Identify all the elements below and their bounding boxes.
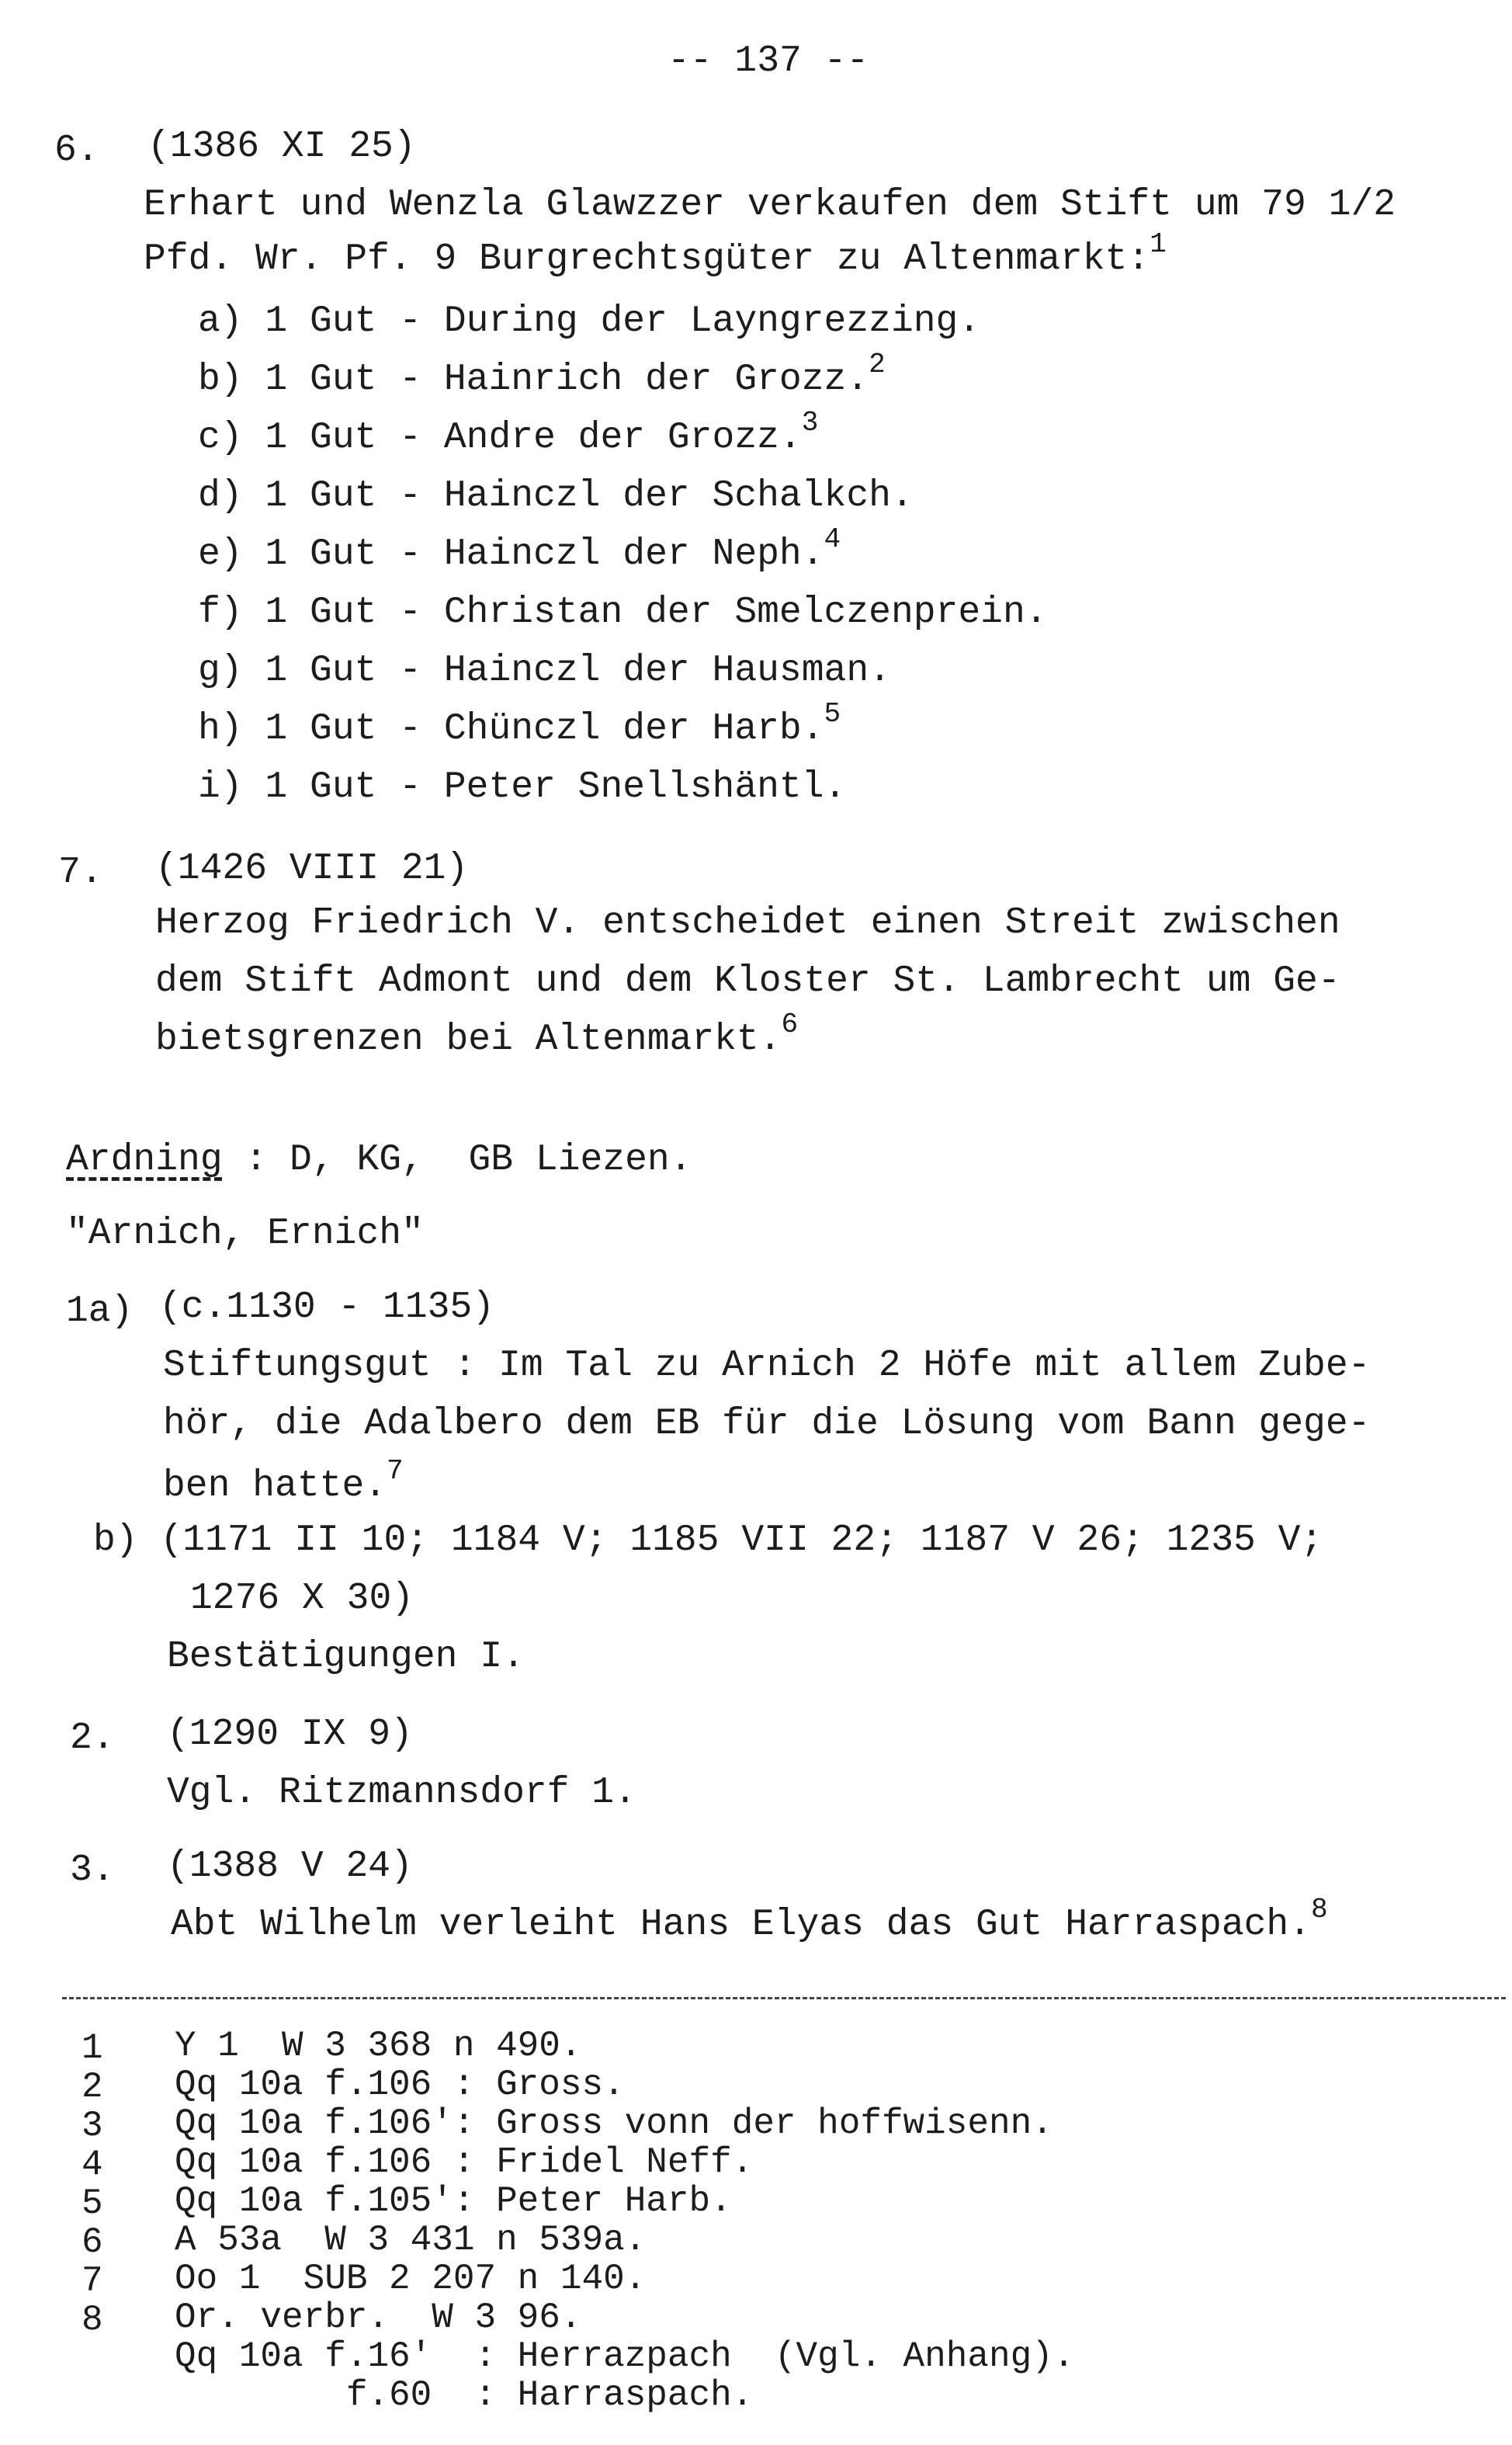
place-heading — [66, 1141, 692, 1179]
footnote-text: A 53a W 3 431 n 539a. — [175, 2220, 647, 2260]
footnote-number: 5 — [81, 2183, 103, 2224]
entry-6-date: (1386 XI 25) — [147, 126, 416, 168]
entry-a1b-line1: b) (1171 II 10; 1184 V; 1185 VII 22; 1187 V 26; 1235 V; — [93, 1519, 1323, 1561]
footnote-number: 1 — [81, 2028, 103, 2068]
list-item-text: e) 1 Gut - Hainczl der Neph. — [198, 533, 824, 575]
footnote-ref-1: 1 — [1150, 228, 1167, 260]
entry-a1b-line3: Bestätigungen I. — [167, 1636, 525, 1678]
list-item-text: c) 1 Gut - Andre der Grozz. — [198, 417, 802, 459]
footnote-number: 3 — [81, 2106, 103, 2146]
entry-a2-number: 2. — [70, 1717, 115, 1759]
footnote-text: Qq 10a f.106 : Fridel Neff. — [175, 2142, 754, 2183]
list-item — [198, 523, 841, 575]
footnote-text: Oo 1 SUB 2 207 n 140. — [175, 2259, 647, 2299]
footnote-number: 2 — [81, 2067, 103, 2107]
footnote-number: 6 — [81, 2222, 103, 2263]
footnote-ref-7: 7 — [387, 1455, 404, 1487]
footnote-text: Qq 10a f.106 : Gross. — [175, 2065, 625, 2105]
footnote-ref-8: 8 — [1311, 1894, 1328, 1926]
footnote-text: f.60 : Harraspach. — [175, 2375, 754, 2415]
list-item — [198, 650, 891, 692]
list-item — [198, 300, 981, 342]
footnote-text: Y 1 W 3 368 n 490. — [175, 2026, 582, 2066]
footnote-separator — [62, 1997, 1506, 1999]
page-number: -- 137 -- — [668, 40, 869, 82]
list-item — [198, 349, 886, 401]
entry-a3-text-line1-body: Abt Wilhelm verleiht Hans Elyas das Gut Harraspach. — [171, 1904, 1312, 1946]
entry-a3-number: 3. — [70, 1849, 115, 1891]
entry-6-text-line2-body: Pfd. Wr. Pf. 9 Burgrechtsgüter zu Altenmarkt: — [144, 238, 1150, 280]
footnote-ref-5: 5 — [824, 698, 841, 730]
footnote-text: Qq 10a f.106': Gross vonn der hoffwisenn. — [175, 2103, 1053, 2144]
list-item-text: d) 1 Gut - Hainczl der Schalkch. — [198, 475, 914, 517]
footnote-number: 7 — [81, 2261, 103, 2301]
entry-a1-text-line3-body: ben hatte. — [163, 1465, 387, 1507]
entry-7-date: (1426 VIII 21) — [155, 848, 469, 890]
entry-a1-date: (c.1130 - 1135) — [159, 1287, 495, 1328]
entry-6-text-line2 — [144, 228, 1167, 280]
list-item-text: b) 1 Gut - Hainrich der Grozz. — [198, 359, 869, 401]
footnote-text: Qq 10a f.105': Peter Harb. — [175, 2181, 732, 2221]
entry-a3-text-line1 — [171, 1894, 1328, 1946]
entry-a1-text-line2: hör, die Adalbero dem EB für die Lösung vom Bann gege- — [163, 1403, 1371, 1445]
entry-7-text-line3 — [155, 1009, 799, 1061]
list-item — [198, 592, 1048, 634]
footnote-ref-4: 4 — [824, 523, 841, 555]
entry-a1-number: 1a) — [66, 1290, 134, 1332]
entry-7-text-line2: dem Stift Admont und dem Kloster St. Lambrecht um Ge- — [155, 960, 1340, 1002]
footnote-ref-6: 6 — [781, 1009, 799, 1040]
footnote-number: 8 — [81, 2300, 103, 2340]
list-item-text: i) 1 Gut - Peter Snellshäntl. — [198, 766, 847, 808]
list-item-text: f) 1 Gut - Christan der Smelczenprein. — [198, 592, 1048, 634]
footnote-text: Or. verbr. W 3 96. — [175, 2297, 582, 2338]
footnote-ref-2: 2 — [869, 349, 886, 380]
entry-a1-text-line1: Stiftungsgut : Im Tal zu Arnich 2 Höfe mit allem Zube- — [163, 1345, 1371, 1387]
entry-7-text-line3-body: bietsgrenzen bei Altenmarkt. — [155, 1019, 782, 1061]
place-meta: : D, KG, GB Liezen. — [222, 1139, 692, 1181]
entry-a1b-line2: 1276 X 30) — [190, 1578, 414, 1620]
entry-a3-date: (1388 V 24) — [167, 1846, 413, 1888]
entry-7-text-line1: Herzog Friedrich V. entscheidet einen Streit zwischen — [155, 902, 1340, 944]
place-alias: "Arnich, Ernich" — [66, 1213, 424, 1255]
list-item-text: g) 1 Gut - Hainczl der Hausman. — [198, 650, 891, 692]
list-item — [198, 475, 914, 517]
list-item-text: h) 1 Gut - Chünczl der Harb. — [198, 708, 824, 750]
footnote-text: Qq 10a f.16' : Herrazpach (Vgl. Anhang). — [175, 2336, 1075, 2377]
entry-a1-text-line3 — [163, 1455, 404, 1507]
entry-6-number: 6. — [54, 130, 99, 172]
footnote-number: 4 — [81, 2145, 103, 2185]
list-item-text: a) 1 Gut - During der Layngrezzing. — [198, 300, 981, 342]
place-title: Ardning — [66, 1139, 223, 1181]
entry-a2-date: (1290 IX 9) — [167, 1714, 413, 1756]
list-item — [198, 407, 819, 459]
footnote-ref-3: 3 — [801, 407, 819, 439]
entry-a2-text-line1: Vgl. Ritzmannsdorf 1. — [167, 1772, 636, 1814]
entry-6-text-line1: Erhart und Wenzla Glawzzer verkaufen dem Stift um 79 1/2 — [144, 184, 1396, 226]
list-item — [198, 766, 847, 808]
list-item — [198, 698, 841, 750]
entry-7-number: 7. — [58, 852, 103, 894]
